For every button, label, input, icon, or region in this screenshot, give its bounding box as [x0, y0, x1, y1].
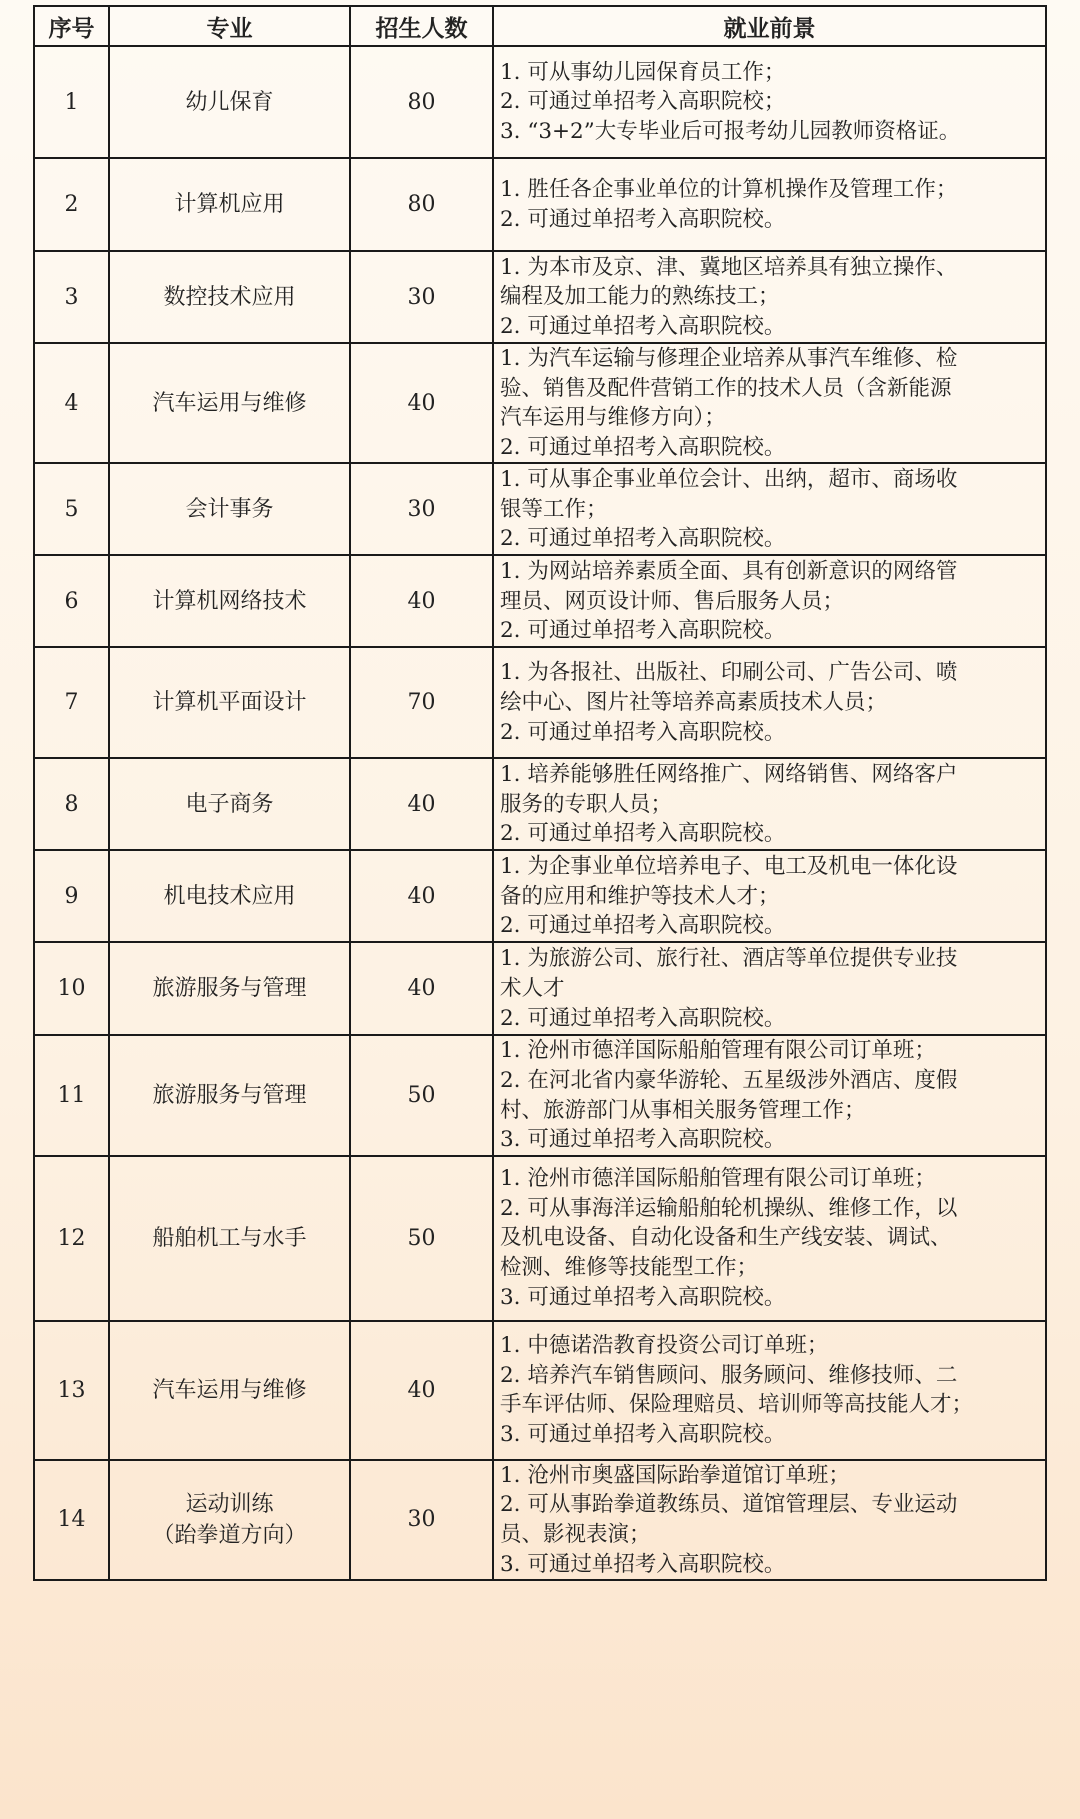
prospect-line: 村、旅游部门从事相关服务管理工作；	[500, 1097, 866, 1123]
prospect-line: 服务的专职人员；	[500, 791, 673, 817]
employment-prospects	[493, 463, 1046, 555]
enrollment-count: 70	[350, 647, 493, 758]
table-row	[34, 463, 1046, 555]
employment-prospects	[493, 251, 1046, 343]
row-number: 11	[34, 1035, 109, 1155]
table-row	[34, 555, 1046, 647]
row-number: 6	[34, 555, 109, 647]
prospect-line: 2. 可通过单招考入高职院校。	[500, 821, 786, 847]
prospect-line: 3. 可通过单招考入高职院校。	[500, 1127, 786, 1153]
header-row	[34, 6, 1046, 46]
major-name: 旅游服务与管理	[109, 1035, 350, 1155]
prospect-line: 验、销售及配件营销工作的技术人员（含新能源	[500, 375, 952, 401]
major-name: 计算机应用	[109, 158, 350, 251]
table-body	[34, 46, 1046, 1580]
prospect-line: 2. 可通过单招考入高职院校。	[500, 434, 786, 460]
enrollment-count: 40	[350, 343, 493, 463]
table-row	[34, 758, 1046, 850]
prospect-line: 理员、网页设计师、售后服务人员；	[500, 588, 845, 614]
employment-prospects	[493, 1156, 1046, 1321]
employment-prospects	[493, 1035, 1046, 1155]
employment-prospects	[493, 647, 1046, 758]
table-row	[34, 343, 1046, 463]
major-name: 电子商务	[109, 758, 350, 850]
major-name: 计算机网络技术	[109, 555, 350, 647]
prospect-line: 手车评估师、保险理赔员、培训师等高技能人才；	[500, 1392, 974, 1418]
enrollment-count: 80	[350, 46, 493, 158]
table-row	[34, 1460, 1046, 1580]
table-row	[34, 251, 1046, 343]
prospect-line: 1. 沧州市德洋国际船舶管理有限公司订单班；	[500, 1038, 936, 1064]
prospect-line: 3. 可通过单招考入高职院校。	[500, 1284, 786, 1310]
enrollment-count: 80	[350, 158, 493, 251]
enrollment-count: 40	[350, 555, 493, 647]
major-name: 数控技术应用	[109, 251, 350, 343]
employment-prospects	[493, 555, 1046, 647]
prospect-line: 2. 可通过单招考入高职院校；	[500, 89, 786, 115]
enrollment-count: 30	[350, 1460, 493, 1580]
row-number: 3	[34, 251, 109, 343]
prospect-line: 2. 可通过单招考入高职院校。	[500, 618, 786, 644]
prospect-line: 银等工作；	[500, 496, 608, 522]
row-number: 13	[34, 1321, 109, 1460]
prospect-line: 1. 沧州市奥盛国际跆拳道馆订单班；	[500, 1462, 850, 1488]
prospect-line: 编程及加工能力的熟练技工；	[500, 284, 780, 310]
prospect-line: 及机电设备、自动化设备和生产线安装、调试、	[500, 1225, 952, 1251]
prospect-line: 绘中心、图片社等培养高素质技术人员；	[500, 690, 888, 716]
header-enrollment: 招生人数	[350, 6, 493, 46]
employment-prospects	[493, 46, 1046, 158]
header-major: 专业	[109, 6, 350, 46]
employment-prospects	[493, 158, 1046, 251]
prospect-line: 1. 为各报社、出版社、印刷公司、广告公司、喷	[500, 660, 958, 686]
prospect-line: 2. 培养汽车销售顾问、服务顾问、维修技师、二	[500, 1362, 958, 1388]
prospect-line: 3. 可通过单招考入高职院校。	[500, 1551, 786, 1577]
row-number: 1	[34, 46, 109, 158]
major-name: 会计事务	[109, 463, 350, 555]
prospect-line: 1. 为本市及京、津、冀地区培养具有独立操作、	[500, 254, 958, 280]
row-number: 9	[34, 850, 109, 942]
major-name: 旅游服务与管理	[109, 942, 350, 1035]
prospect-line: 术人才	[500, 976, 565, 1002]
prospect-line: 2. 可从事海洋运输船舶轮机操纵、维修工作，以	[500, 1195, 958, 1221]
enrollment-count: 50	[350, 1035, 493, 1155]
employment-prospects	[493, 343, 1046, 463]
major-name: 汽车运用与维修	[109, 1321, 350, 1460]
major-name: 船舶机工与水手	[109, 1156, 350, 1321]
enrollment-count: 30	[350, 463, 493, 555]
enrollment-count: 40	[350, 758, 493, 850]
prospect-line: 2. 可通过单招考入高职院校。	[500, 206, 786, 232]
prospect-line: 1. 可从事企事业单位会计、出纳，超市、商场收	[500, 466, 958, 492]
prospect-line: 检测、维修等技能型工作；	[500, 1255, 759, 1281]
employment-prospects	[493, 850, 1046, 942]
row-number: 4	[34, 343, 109, 463]
row-number: 8	[34, 758, 109, 850]
enrollment-count: 30	[350, 251, 493, 343]
major-name-line: 运动训练	[185, 1491, 274, 1517]
major-name: 计算机平面设计	[109, 647, 350, 758]
prospect-line: 1. 为旅游公司、旅行社、酒店等单位提供专业技	[500, 946, 958, 972]
prospect-line: 2. 可通过单招考入高职院校。	[500, 719, 786, 745]
table-row	[34, 850, 1046, 942]
table-row	[34, 1156, 1046, 1321]
table-row	[34, 942, 1046, 1035]
employment-prospects	[493, 758, 1046, 850]
table-row	[34, 1321, 1046, 1460]
enrollment-count: 40	[350, 850, 493, 942]
employment-prospects	[493, 1460, 1046, 1580]
table-row	[34, 46, 1046, 158]
prospect-line: 员、影视表演；	[500, 1521, 651, 1547]
row-number: 14	[34, 1460, 109, 1580]
prospect-line: 2. 在河北省内豪华游轮、五星级涉外酒店、度假	[500, 1067, 958, 1093]
prospect-line: 1. 为汽车运输与修理企业培养从事汽车维修、检	[500, 346, 958, 371]
prospect-line: 1. 为网站培养素质全面、具有创新意识的网络管	[500, 558, 958, 584]
table-row	[34, 647, 1046, 758]
employment-prospects	[493, 1321, 1046, 1460]
prospect-line: 2. 可通过单招考入高职院校。	[500, 913, 786, 939]
enrollment-count: 50	[350, 1156, 493, 1321]
prospect-line: 2. 可通过单招考入高职院校。	[500, 313, 786, 339]
prospect-line: 2. 可从事跆拳道教练员、道馆管理层、专业运动	[500, 1492, 958, 1518]
prospect-line: 备的应用和维护等技术人才；	[500, 883, 780, 909]
prospect-line: 汽车运用与维修方向）；	[500, 405, 726, 431]
enrollment-count: 40	[350, 1321, 493, 1460]
prospect-line: 1. 可从事幼儿园保育员工作；	[500, 59, 786, 85]
row-number: 10	[34, 942, 109, 1035]
major-name: 幼儿保育	[109, 46, 350, 158]
prospect-line: 1. 为企事业单位培养电子、电工及机电一体化设	[500, 853, 958, 879]
header-number: 序号	[34, 6, 109, 46]
prospect-line: 1. 培养能够胜任网络推广、网络销售、网络客户	[500, 761, 958, 787]
row-number: 5	[34, 463, 109, 555]
major-name	[109, 1460, 350, 1580]
employment-prospects	[493, 942, 1046, 1035]
major-name: 机电技术应用	[109, 850, 350, 942]
table-row	[34, 158, 1046, 251]
row-number: 7	[34, 647, 109, 758]
enrollment-table-container	[33, 5, 1045, 1581]
row-number: 12	[34, 1156, 109, 1321]
enrollment-count: 40	[350, 942, 493, 1035]
prospect-line: 2. 可通过单招考入高职院校。	[500, 526, 786, 552]
prospect-line: 3. “3+2”大专毕业后可报考幼儿园教师资格证。	[500, 118, 961, 144]
prospect-line: 1. 沧州市德洋国际船舶管理有限公司订单班；	[500, 1166, 936, 1192]
prospect-line: 1. 中德诺浩教育投资公司订单班；	[500, 1333, 829, 1359]
table-row	[34, 1035, 1046, 1155]
row-number: 2	[34, 158, 109, 251]
header-prospects: 就业前景	[493, 6, 1046, 46]
enrollment-table	[33, 5, 1047, 1581]
prospect-line: 3. 可通过单招考入高职院校。	[500, 1421, 786, 1447]
prospect-line: 2. 可通过单招考入高职院校。	[500, 1005, 786, 1031]
major-name-line: （跆拳道方向）	[152, 1522, 307, 1548]
major-name: 汽车运用与维修	[109, 343, 350, 463]
prospect-line: 1. 胜任各企事业单位的计算机操作及管理工作；	[500, 176, 958, 202]
